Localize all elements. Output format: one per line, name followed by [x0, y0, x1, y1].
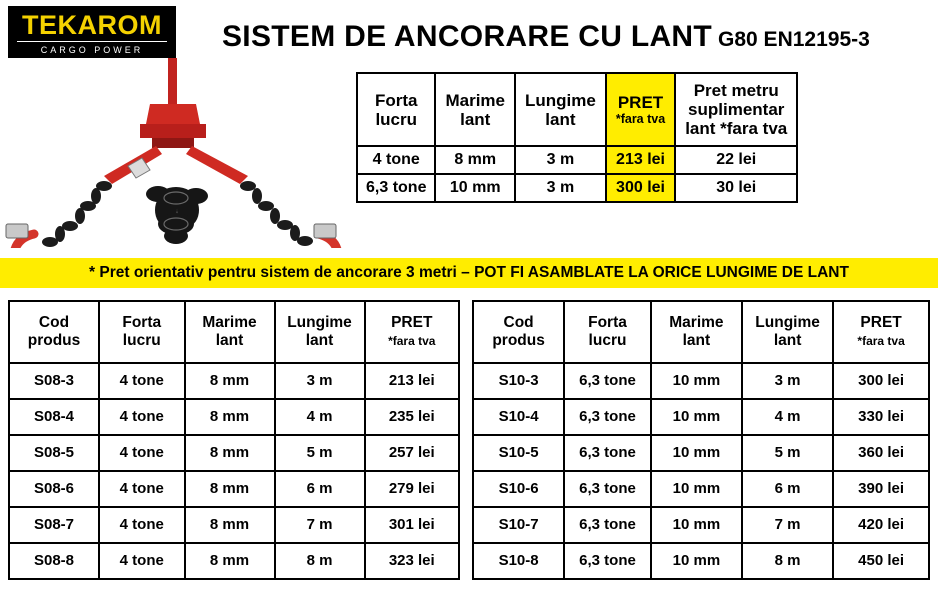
table-row	[9, 471, 459, 507]
cell-forta: 4 tone	[99, 507, 185, 543]
cell-forta: 4 tone	[99, 363, 185, 399]
cell-lungime: 3 m	[275, 363, 365, 399]
header-forta	[357, 73, 435, 146]
cell-pret: 301 lei	[365, 507, 460, 543]
cell-lungime: 5 m	[275, 435, 365, 471]
cell-cod: S08-3	[9, 363, 99, 399]
cell-cod: S08-6	[9, 471, 99, 507]
table-row	[473, 435, 929, 471]
table-row	[473, 399, 929, 435]
cell-marime: 10 mm	[651, 363, 742, 399]
table-row	[9, 507, 459, 543]
table-row	[9, 543, 459, 579]
chain-lashing-system-photo	[0, 58, 352, 248]
table-row	[9, 435, 459, 471]
page-title	[222, 20, 922, 54]
cell-lungime: 6 m	[742, 471, 833, 507]
header-pret: PRET *fara tva	[365, 301, 460, 363]
table-row	[9, 399, 459, 435]
cell-marime: 8 mm	[435, 146, 515, 174]
cell-cod: S10-8	[473, 543, 564, 579]
header-lungime-lant: Lungime lant	[742, 301, 833, 363]
table-header-row	[357, 73, 797, 146]
cell-pret: 300 lei	[833, 363, 929, 399]
cell-cod: S10-4	[473, 399, 564, 435]
header-lungime	[515, 73, 606, 146]
cell-pret: 213 lei	[365, 363, 460, 399]
header-forta-lucru: Forta lucru	[564, 301, 651, 363]
cell-marime: 10 mm	[651, 543, 742, 579]
cell-forta: 4 tone	[99, 399, 185, 435]
cell-forta: 6,3 tone	[564, 471, 651, 507]
cell-cod: S10-7	[473, 507, 564, 543]
cell-marime: 8 mm	[185, 435, 275, 471]
cell-lungime: 8 m	[275, 543, 365, 579]
cell-forta: 6,3 tone	[564, 507, 651, 543]
header-marime	[435, 73, 515, 146]
cell-marime: 8 mm	[185, 471, 275, 507]
header-lungime-lant: Lungime lant	[275, 301, 365, 363]
cell-forta: 6,3 tone	[564, 399, 651, 435]
header-pret: PRET *fara tva	[833, 301, 929, 363]
promo-banner-text: * Pret orientativ pentru sistem de ancorare 3 metri – POT FI ASAMBLATE LA ORICE LUNGIME DE LANT	[89, 264, 849, 281]
header-lungime-line2: lant	[545, 109, 576, 129]
logo-divider	[17, 41, 167, 42]
cell-pret-metru: 22 lei	[675, 146, 797, 174]
cell-lungime: 7 m	[742, 507, 833, 543]
table-row	[473, 363, 929, 399]
cell-marime: 8 mm	[185, 363, 275, 399]
table-row	[357, 174, 797, 202]
cell-marime: 10 mm	[651, 507, 742, 543]
header-pret-line2: *fara tva	[615, 112, 666, 127]
cell-marime: 10 mm	[651, 399, 742, 435]
cell-pret: 360 lei	[833, 435, 929, 471]
brand-logo	[8, 6, 176, 58]
cell-cod: S10-6	[473, 471, 564, 507]
table-header-row	[473, 301, 929, 363]
cell-marime: 8 mm	[185, 399, 275, 435]
table-row	[473, 507, 929, 543]
cell-pret: 420 lei	[833, 507, 929, 543]
table-row	[473, 471, 929, 507]
header-marime-line1: Marime	[445, 90, 505, 110]
cell-pret: 300 lei	[606, 174, 675, 202]
cell-lungime: 3 m	[515, 174, 606, 202]
cell-pret: 450 lei	[833, 543, 929, 579]
header-pret-metru	[675, 73, 797, 146]
cell-lungime: 6 m	[275, 471, 365, 507]
header-marime-line2: lant	[460, 109, 491, 129]
cell-marime: 8 mm	[185, 507, 275, 543]
main-price-table	[356, 72, 798, 203]
cell-cod: S10-3	[473, 363, 564, 399]
product-table-10mm	[472, 300, 930, 580]
cell-lungime: 5 m	[742, 435, 833, 471]
cell-lungime: 7 m	[275, 507, 365, 543]
cell-forta: 4 tone	[99, 543, 185, 579]
cell-lungime: 3 m	[515, 146, 606, 174]
header-forta-line2: lucru	[375, 109, 418, 129]
header-cod-produs: Cod produs	[473, 301, 564, 363]
table-header-row	[9, 301, 459, 363]
header-forta-line1: Forta	[374, 90, 418, 110]
header-cod-produs: Cod produs	[9, 301, 99, 363]
cell-pret: 257 lei	[365, 435, 460, 471]
cell-pret-metru: 30 lei	[675, 174, 797, 202]
cell-marime: 10 mm	[435, 174, 515, 202]
cell-forta: 4 tone	[99, 435, 185, 471]
header-pret-metru-line1: Pret metru	[693, 81, 779, 100]
cell-pret: 235 lei	[365, 399, 460, 435]
cell-pret: 213 lei	[606, 146, 675, 174]
header-pret-line1: PRET	[617, 93, 664, 113]
cell-marime: 8 mm	[185, 543, 275, 579]
header-marime-lant: Marime lant	[651, 301, 742, 363]
cell-cod: S08-8	[9, 543, 99, 579]
cell-forta: 6,3 tone	[564, 435, 651, 471]
cell-cod: S08-5	[9, 435, 99, 471]
brand-name: TEKAROM	[22, 9, 162, 40]
cell-lungime: 4 m	[742, 399, 833, 435]
table-row	[357, 146, 797, 174]
cell-forta: 6,3 tone	[357, 174, 435, 202]
header-pret-metru-line3: lant *fara tva	[685, 119, 788, 139]
cell-pret: 330 lei	[833, 399, 929, 435]
header-pret-metru-line2: suplimentar	[688, 100, 785, 120]
cell-marime: 10 mm	[651, 435, 742, 471]
cell-pret: 323 lei	[365, 543, 460, 579]
page-title-main: SISTEM DE ANCORARE CU LANT	[222, 20, 713, 53]
cell-pret: 279 lei	[365, 471, 460, 507]
cell-lungime: 3 m	[742, 363, 833, 399]
cell-pret: 390 lei	[833, 471, 929, 507]
header-lungime-line1: Lungime	[525, 90, 596, 110]
header-marime-lant: Marime lant	[185, 301, 275, 363]
product-table-8mm	[8, 300, 460, 580]
cell-lungime: 4 m	[275, 399, 365, 435]
cell-forta: 4 tone	[357, 146, 435, 174]
cell-marime: 10 mm	[651, 471, 742, 507]
cell-cod: S08-4	[9, 399, 99, 435]
header-pret	[606, 73, 675, 146]
cell-lungime: 8 m	[742, 543, 833, 579]
header-forta-lucru: Forta lucru	[99, 301, 185, 363]
cell-cod: S10-5	[473, 435, 564, 471]
brand-tagline: CARGO POWER	[40, 44, 144, 55]
page-title-standard: G80 EN12195-3	[718, 28, 870, 51]
table-row	[473, 543, 929, 579]
cell-forta: 4 tone	[99, 471, 185, 507]
table-row	[9, 363, 459, 399]
cell-forta: 6,3 tone	[564, 363, 651, 399]
promo-banner	[0, 258, 938, 288]
cell-forta: 6,3 tone	[564, 543, 651, 579]
cell-cod: S08-7	[9, 507, 99, 543]
